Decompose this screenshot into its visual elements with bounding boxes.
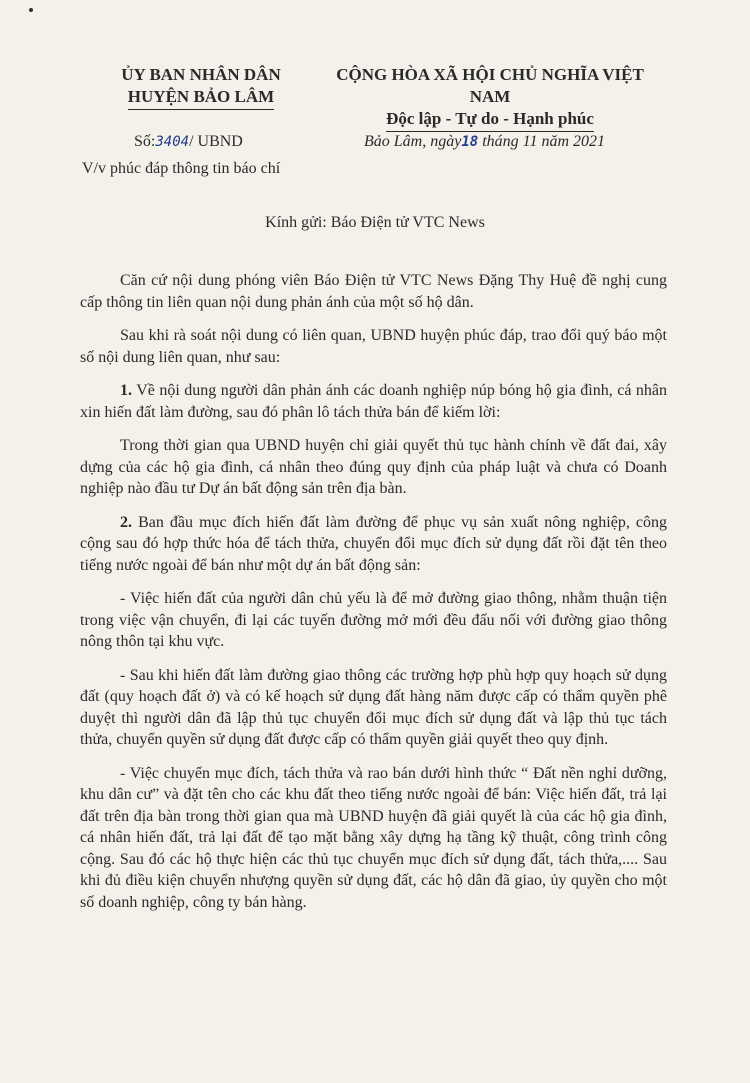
item-text: Ban đầu mục đích hiến đất làm đường để phục vụ sản xuất nông nghiệp, công cộng sau đó hợp thức hóa để tách thửa, chuyển đổi mục đích sử dụng đất rồi đặt tên theo tiếng nước ngoài để bán như một dự án bất động sản: [80, 513, 668, 574]
nation-line-1: CỘNG HÒA XÃ HỘI CHỦ NGHĨA VIỆT NAM [336, 65, 644, 106]
nation-motto: Độc lập - Tự do - Hạnh phúc [386, 108, 594, 132]
issuing-organization [96, 64, 306, 110]
national-header [315, 64, 665, 132]
document-subject: V/v phúc đáp thông tin báo chí [82, 160, 281, 177]
item-number: 1. [120, 382, 132, 399]
document-body [80, 270, 667, 925]
date-suffix: tháng 11 năm 2021 [478, 133, 605, 150]
date-prefix: Bảo Lâm, ngày [364, 133, 462, 150]
date-day-handwritten: 18 [461, 134, 479, 150]
paragraph: - Việc hiến đất của người dân chủ yếu là để mở đường giao thông, nhằm thuận tiện trong việc vận chuyển, đi lại các tuyến đường mở mới đều đấu nối với đường giao thông nông thôn tại khu vực. [80, 590, 667, 650]
paragraph: Sau khi rà soát nội dung có liên quan, UBND huyện phúc đáp, trao đổi quý báo một số nội dung liên quan, như sau: [80, 327, 667, 366]
org-line-2: HUYỆN BẢO LÂM [128, 86, 274, 110]
so-number-handwritten: 3404 [155, 134, 190, 150]
so-suffix: / UBND [189, 133, 243, 150]
org-line-1: ỦY BAN NHÂN DÂN [121, 65, 281, 84]
scan-dot [29, 8, 33, 12]
document-date [364, 133, 605, 151]
paragraph: Căn cứ nội dung phóng viên Báo Điện tử VTC News Đặng Thy Huệ đề nghị cung cấp thông tin liên quan nội dung phản ánh của một số hộ dân. [80, 272, 667, 311]
paragraph: Trong thời gian qua UBND huyện chỉ giải quyết thủ tục hành chính về đất đai, xây dựng của các hộ gia đình, cá nhân theo đúng quy định của pháp luật và chưa có Doanh nghiệp nào đầu tư Dự án bất động sản trên địa bàn. [80, 437, 667, 497]
so-prefix: Số: [134, 133, 156, 150]
paragraph: - Sau khi hiến đất làm đường giao thông các trường hợp phù hợp quy hoạch sử dụng đất (quy hoạch đất ở) và có kế hoạch sử dụng đất hàng năm được cấp có thẩm quyền phê duyệt thì người dân đã lập thủ tục chuyển đổi mục đích sử dụng đất và lập thủ tục tách thửa, chuyển quyền sử dụng đất được cấp có thẩm quyền giải quyết theo quy định. [80, 666, 667, 748]
document-number [134, 133, 243, 151]
item-text: Về nội dung người dân phản ánh các doanh nghiệp núp bóng hộ gia đình, cá nhân xin hiến đất làm đường, sau đó phân lô tách thửa bán để kiếm lời: [80, 382, 667, 421]
paragraph-item-2 [80, 512, 667, 577]
paragraph: - Việc chuyển mục đích, tách thửa và rao bán dưới hình thức “ Đất nền nghỉ dưỡng, khu dân cư” và đặt tên cho các khu đất theo tiếng nước ngoài để bán: Việc hiến đất, trả lại đất trên địa bàn trong thời gian qua mà UBND huyện đã giải quyết là của các hộ gia đình, cá nhân hiến đất, trả lại đất để tạo mặt bằng xây dựng hạ tầng kỹ thuật, công trình công cộng. Sau đó các hộ thực hiện các thủ tục chuyển mục đích sử dụng đất, tách thửa,.... Sau khi đủ điều kiện chuyển nhượng quyền sử dụng đất, các hộ dân đã giao, ủy quyền cho một số doanh nghiệp, công ty bán hàng. [80, 764, 667, 911]
paragraph-item-1 [80, 380, 667, 423]
recipient-line: Kính gửi: Báo Điện tử VTC News [265, 214, 485, 231]
item-number: 2. [120, 513, 132, 531]
